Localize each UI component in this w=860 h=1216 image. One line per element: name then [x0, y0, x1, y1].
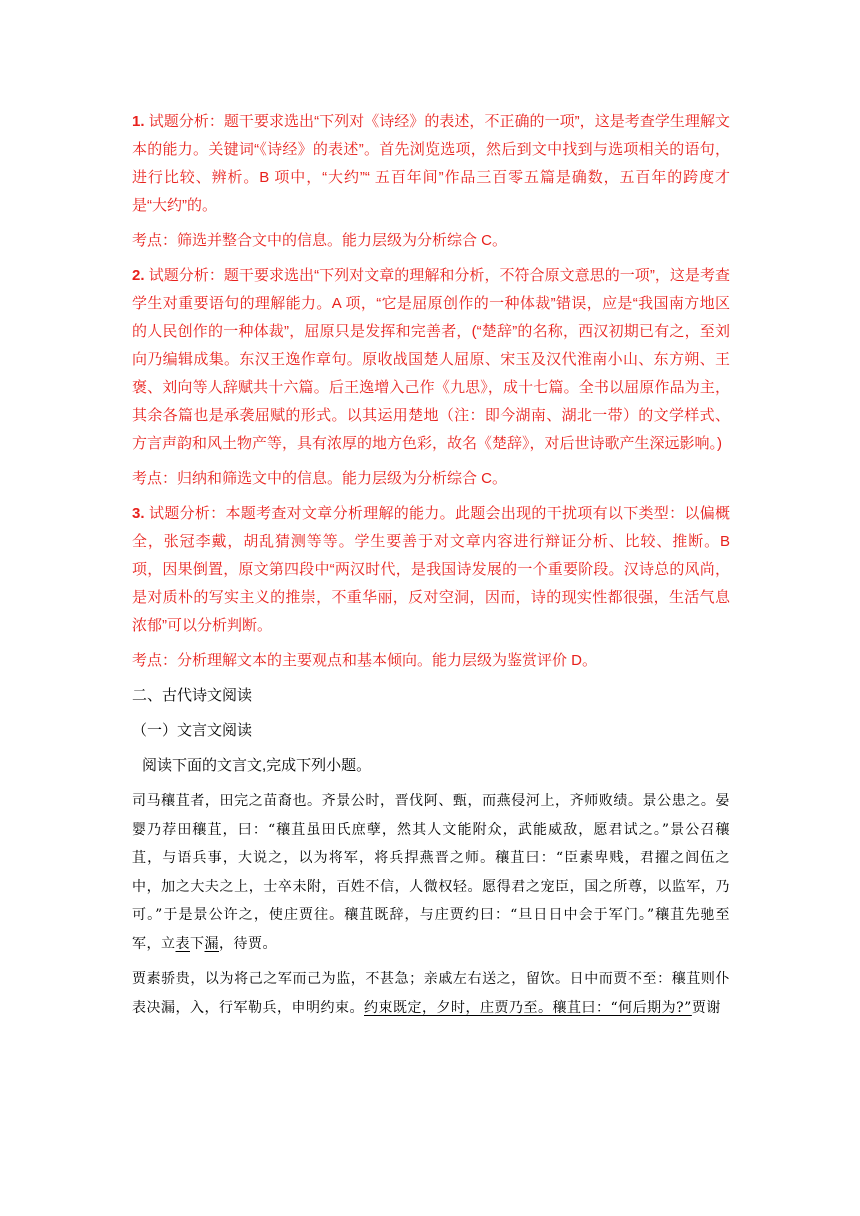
passage-text: 贾素骄贵，以为将己之军而己为监，不甚急；亲戚左右送之，留饮。日中而贾不至：穰苴则仆表决漏，入，行军勒兵，申明约束。	[132, 971, 730, 1016]
passage-text: ，待贾。	[219, 935, 277, 952]
kaodian-label: 考点：	[132, 232, 178, 249]
passage-text: 贾谢	[691, 999, 721, 1016]
passage-text: 下	[190, 935, 205, 952]
underlined-word: 漏	[204, 935, 219, 952]
instruction-text: 阅读下面的文言文,完成下列小题。	[142, 757, 372, 774]
kaodian-text: 归纳和筛选文中的信息。能力层级为分析综合 C。	[177, 470, 508, 487]
passage-paragraph-2	[132, 965, 730, 1022]
section-heading: 二、古代诗文阅读	[132, 687, 253, 704]
analysis-label: 试题分析：题干要求选	[148, 267, 300, 284]
analysis-body: 出“下列对文章的理解和分析，不符合原文意思的一项”，这是考查学生对重要语句的理解能力。A 项，“它是屈原创作的一种体裁”错误，应是“我国南方地区的人民创作的一种体裁”，屈原只是发挥和完善者，(“楚辞”的名称，西汉初期已有之，至刘向乃编辑成集。东汉王逸作章句。原收战国楚人屈原、宋玉及汉代淮南小山、东方朔、王褒、刘向等人辞赋共十六篇。后王逸增入己作《九思》，成十七篇。全书以屈原作品为主，其余各篇也是承袭屈赋的形式。以其运用楚地（注：即今湖南、湖北一带）的文学样式、方言声韵和风土物产等，具有浓厚的地方色彩，故名《楚辞》，对后世诗歌产生深远影响。)	[132, 267, 730, 452]
kaodian-3	[132, 647, 730, 675]
kaodian-label: 考点：	[132, 652, 178, 669]
analysis-label: 试题分析：题干要求选	[148, 113, 300, 130]
kaodian-text: 分析理解文本的主要观点和基本倾向。能力层级为鉴赏评价 D。	[177, 652, 598, 669]
analysis-label: 试题分析：本题考查	[148, 505, 287, 522]
item-number: 1.	[132, 113, 145, 130]
item-number: 3.	[132, 505, 145, 522]
item-number: 2.	[132, 267, 145, 284]
underlined-sentence: 约束既定，夕时，庄贾乃至。穰苴曰：“何后期为?”	[364, 999, 692, 1016]
analysis-body: 对文章分析理解的能力。此题会出现的干扰项有以下类型：以偏概全，张冠李戴，胡乱猜测等等。学生要善于对文章内容进行辩证分析、比较、推断。B 项，因果倒置，原文第四段中“两汉时代，是我国诗发展的一个重要阶段。汉诗总的风尚，是对质朴的写实主义的推崇，不重华丽，反对空洞，因而，诗的现实性都很强，生活气息浓郁”可以分析判断。	[132, 505, 730, 634]
passage-paragraph-1	[132, 787, 730, 958]
kaodian-1	[132, 227, 730, 255]
document-content	[132, 108, 730, 1029]
passage-text: 司马穰苴者，田完之苗裔也。齐景公时，晋伐阿、甄，而燕侵河上，齐师败绩。景公患之。晏婴乃荐田穰苴，曰：“穰苴虽田氏庶孽，然其人文能附众，武能威敌，愿君试之。”景公召穰苴，与语兵事，大说之，以为将军，将兵捍燕晋之师。穰苴曰：“臣素卑贱，君擢之闾伍之中，加之大夫之上，士卒未附，百姓不信，人微权轻。愿得君之宠臣，国之所尊，以监军，乃可。”于是景公许之，使庄贾往。穰苴既辞，与庄贾约曰：“旦日日中会于军门。”穰苴先驰至军，立	[132, 793, 730, 952]
sub-heading: （一）文言文阅读	[132, 722, 253, 739]
analysis-body: 出“下列对《诗经》的表述，不正确的一项”，这是考查学生理解文本的能力。关键词“《诗经》的表述”。首先浏览选项，然后到文中找到与选项相关的语句，进行比较、辨析。B 项中，“大约”“ 五百年间”作品三百零五篇是确数，五百年的跨度才是“大约”的。	[132, 113, 730, 214]
analysis-item-3	[132, 500, 730, 640]
kaodian-label: 考点：	[132, 470, 178, 487]
kaodian-2	[132, 465, 730, 493]
analysis-item-2	[132, 262, 730, 458]
analysis-item-1	[132, 108, 730, 220]
underlined-word: 表	[175, 935, 190, 952]
kaodian-text: 筛选并整合文中的信息。能力层级为分析综合 C。	[177, 232, 508, 249]
